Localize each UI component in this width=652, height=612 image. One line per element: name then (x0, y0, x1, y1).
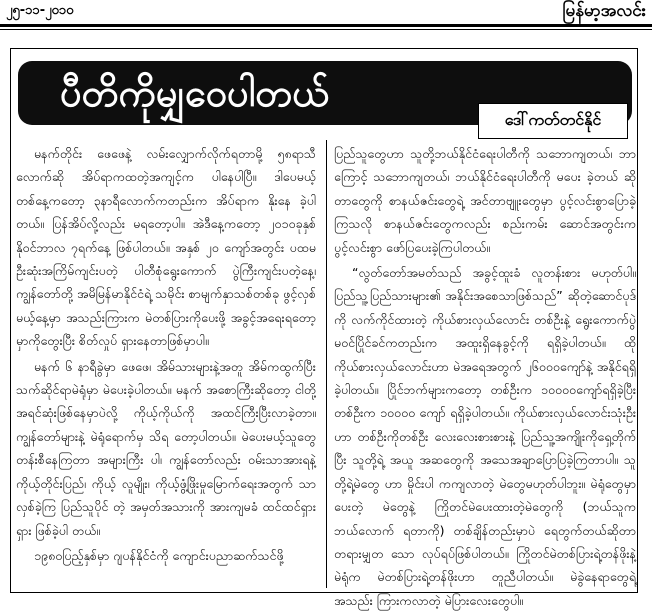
header-rule-thin (0, 29, 652, 30)
article-column-left (16, 142, 316, 588)
newspaper-masthead: မြန်မာ့အလင်း (562, 1, 646, 21)
header-rule (0, 24, 652, 27)
page-date: ၂၅-၁၁-၂၀၁၀ (6, 3, 74, 18)
author-byline: ဒေါ်ကတ်တင်နိုင် (478, 103, 628, 139)
article-column-right (334, 142, 636, 608)
paragraph: မနက်တိုင်း ဖေဖေနဲ့ လမ်းလျှောက်လိုက်ရတာမို့ ၅၈ရာသီ လောက်ဆို အိပ်ရာကထတဲ့အကျင့်က ပါနေပါပြီ။ ဒါပေမယ့် တစ်နေ့ကတော့ ၃နာရီလောက်ကတည်းက အိပ်ရာက နိုးနေ ခဲ့ပါတယ်။ ပြန်အိပ်လို့လည်း မရတော့ပါ။ အဲဒီနေ့ကတော့ ၂၀၁၀ခုနှစ် နိုဝင်ဘာလ ၇ရက်နေ့ ဖြစ်ပါတယ်။ အနှစ် ၂၀ ကျော်အတွင်း ပထမဦးဆုံးအကြိမ်ကျင်းပတဲ့ ပါတီစုံရွေးကောက် ပွဲကြီးကျင်းပတဲ့နေ့၊ ကျွန်တော်တို့ အမိမြန်မာနိုင်ငံရဲ့ သမိုင်း စာမျက်နှာသစ်တစ်ခု ဖွင့်လှစ်မယ့်နေ့မှာ အသည်းကြားက မဲတစ်ပြားကိုပေးဖို့ အခွင့်အရေးရတော့မှာကိုတွေးပြီး စိတ်လှုပ် ရှားနေတာဖြစ်မှာပါ။ (16, 146, 316, 349)
paragraph: မနက် ၆ နာရီခွဲမှာ ဖေဖေ၊ အိမ်သားများနဲ့အတူ အိမ်ကထွက်ပြီး သက်ဆိုင်ရာမဲရုံမှာ မဲပေးခဲ့ပါတယ်။ မနက် အစောကြီးဆိုတော့ ငါတို့ အရင်ဆုံးဖြစ်နေမှာပဲလို့ ကိုယ့်ကိုယ်ကို အထင်ကြီးပြီးလာခဲ့တာ။ ကျွန်တော်များနဲ့ မဲရုံရောက်မှ သိရ တော့ပါတယ်။ မဲပေးမယ့်သူတွေ တန်းစီနေကြတာ အများကြီး ပါ၊ ကျွန်တော်လည်း ဝမ်းသာအားရနဲ့ ကိုယ့်တိုင်းပြည်၊ ကိုယ့် လူမျိုး၊ ကိုယ့်ဖွံ့ဖြိုးမှုမြောက်ရေးအတွက် သာလှစ်ခဲ့ကြ ပြည်သူပိုင် တဲ့ အမှတ်အသားကို အားကျမခံ ထင်ထင်ရှားရှား ဖြစ်ခဲ့ပါ တယ်။ (16, 358, 316, 538)
paragraph: ပြည်သူတွေဟာ သူတို့ဘယ်နိုင်ငံရေးပါတီကို သဘောကျတယ်၊ ဘာကြောင့် သဘောကျတယ်၊ ဘယ်နိုင်ငံရေးပါတီကို မပေး ခဲ့တယ် ဆိုတာတွေကို စာနယ်ဇင်းတွေရဲ့ အင်တာဗျူးတွေမှာ ပွင့်လင်းစွာပြောခဲ့ကြသလို စာနယ်ဇင်းတွေကလည်း စည်းကမ်း ဆောင်အတွင်းက ပွင့်လင်းစွာ ဖော်ပြပေးခဲ့ကြပါတယ်။ (334, 146, 636, 255)
article-title: ပီတိကိုမျှဝေပါတယ် (60, 71, 330, 115)
paragraph: ၁၉၈၀ပြည့်နှစ်မှာ ဂျပန်နိုင်ငံကို ကျောင်းပညာဆက်သင်ဖို့ (34, 547, 284, 563)
paragraph: “လွတ်တော်အမတ်သည် အခွင့်ထူးခံ လူတန်းစား မဟုတ်ပါ။ ပြည်သူ့ပြည်သားများ၏ အနိုင်းအစေသာဖြစ်သည်” ဆိုတဲ့ဆောင်ပုဒ်ကို လက်ကိုင်ထားတဲ့ ကိုယ်စားလှယ်လောင်း တစ်ဦးနဲ့ ရွေးကောက်ပွဲမဝင်ပြိုင်ခင်ကတည်းက အထူးရှိနေခွင့်ကို ရရှိခဲ့ပါတယ်။ ထိုကိုယ်စားလှယ်လောင်းဟာ မဲအရေအတွက် ၂၆၀၀၀ကျော်နဲ့ အနိုင်ရရှိခဲ့ပါတယ်။ ပြိုင်ဘက်များကတော့ တစ်ဦးက ၁၀၀၀၀ကျော်ရရှိခဲ့ပြီး တစ်ဦးက ၁၀၀၀၀ ကျော် ရရှိခဲ့ပါတယ်။ ကိုယ်စားလှယ်လောင်းသုံးဦးဟာ တစ်ဦးကိုတစ်ဦး လေးလေးစားစားနဲ့ ပြည်သူ့အကျိုးကိုရှေ့တိုက်ပြီး သူတို့ရဲ့ အယူ အဆတွေကို အသေအချာပြောပြခဲ့ကြတာပါ။ သူတို့ရဲ့မဲတွေ ဟာ မှိုင်းပါ ကကျလာတဲ့ မဲတွေမဟုတ်ပါဘူး။ မဲရုံတွေမှာပေးတဲ့ မဲတွေနဲ့ ကြိုတင်မဲပေးထားတဲ့မဲတွေကို (ဘယ်သူက ဘယ်လောက် ရတာကို) တစ်ချိန်တည်းမှာပဲ ရေတွက်တယ်ဆိုတာ တရားမျှတ သော လုပ်ရပ်ဖြစ်ပါတယ်။ ကြိုတင်မဲတစ်ပြားရဲ့တန်ဖိုးနဲ့ မဲရုံက မဲတစ်ပြားရဲ့တန်ဖိုးဟာ တူညီပါတယ်။ မဲခွဲနေရာတွေရဲ့ အသည်း ကြားကလာတဲ့ မဲပြားလေးတွေပါ။ (334, 265, 636, 608)
column-divider (326, 140, 327, 588)
